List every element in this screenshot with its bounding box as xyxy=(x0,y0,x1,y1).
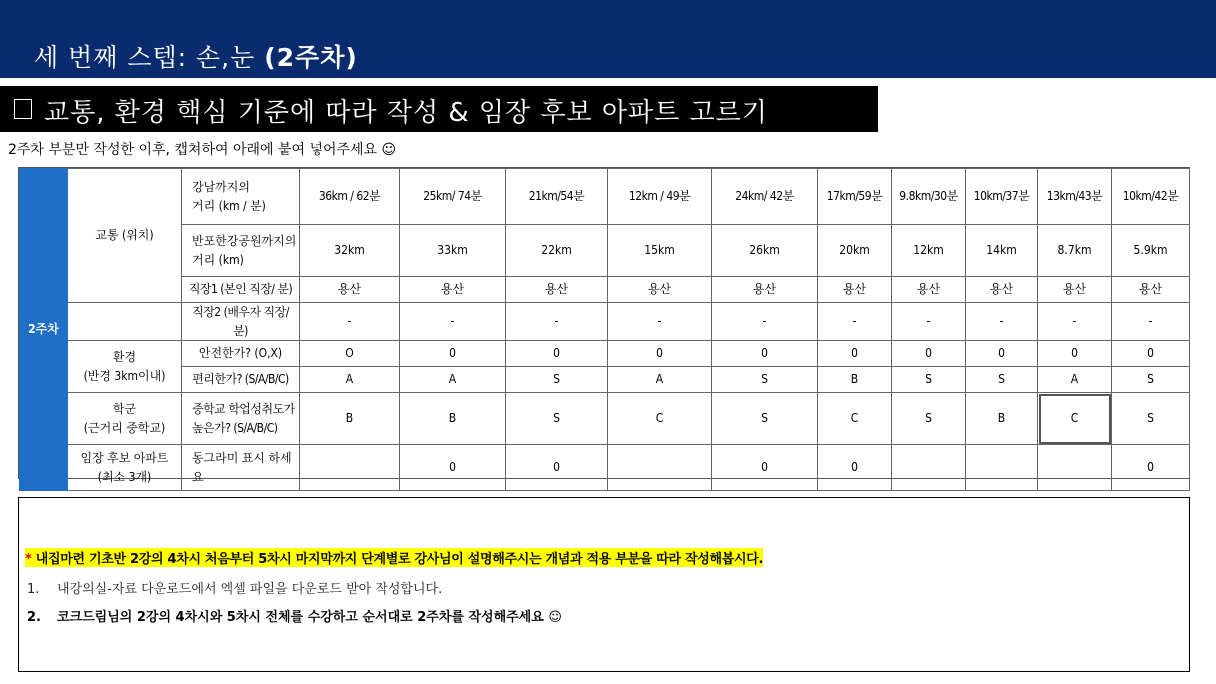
note-item-1 xyxy=(27,578,442,597)
table-row-work1 xyxy=(20,277,1190,303)
category-school-line2: (근거리 중학교) xyxy=(83,420,166,435)
category-environment-line2: (반경 3km이내) xyxy=(83,368,166,383)
note-item-2-text: 코크드림님의 2강의 4차시와 5차시 전체를 수강하고 순서대로 2주차를 작성해주세요 ☺ xyxy=(57,610,562,625)
category-candidate xyxy=(68,445,182,491)
table-cell[interactable]: O xyxy=(300,341,400,367)
table-cell[interactable]: B xyxy=(300,393,400,445)
table-cell[interactable]: 용산 xyxy=(818,277,892,303)
table-cell[interactable]: A xyxy=(608,367,712,393)
table-cell[interactable]: 25km/ 74분 xyxy=(400,169,506,225)
table-cell[interactable]: S xyxy=(1112,393,1190,445)
table-cell[interactable]: 17km/59분 xyxy=(818,169,892,225)
table-cell[interactable]: 용산 xyxy=(400,277,506,303)
table-row-hangang xyxy=(20,225,1190,277)
table-cell[interactable]: 0 xyxy=(506,445,608,491)
table-cell[interactable]: 26km xyxy=(712,225,818,277)
section-title: 교통, 환경 핵심 기준에 따라 작성 & 임장 후보 아파트 고르기 xyxy=(44,98,768,128)
table-cell[interactable]: 0 xyxy=(1112,445,1190,491)
criteria-candidate: 동그라미 표시 하세요 xyxy=(182,445,300,491)
table-row-convenient xyxy=(20,367,1190,393)
table-cell[interactable]: 0 xyxy=(1112,341,1190,367)
page-title xyxy=(34,38,358,74)
table-row-candidate xyxy=(20,445,1190,491)
table-cell[interactable]: S xyxy=(506,393,608,445)
table-cell[interactable]: 용산 xyxy=(300,277,400,303)
table-row-work2 xyxy=(20,303,1190,341)
note-item-2 xyxy=(27,606,562,625)
highlight-text: 내집마련 기초반 2강의 4차시 처음부터 5차시 마지막까지 단계별로 강사님이 설명해주시는 개념과 적용 부분을 따라 작성해봅시다. xyxy=(31,552,764,567)
table-cell[interactable]: 0 xyxy=(712,445,818,491)
table-cell[interactable]: - xyxy=(712,303,818,341)
category-environment xyxy=(68,341,182,393)
criteria-school xyxy=(182,393,300,445)
table-cell[interactable]: 용산 xyxy=(506,277,608,303)
notes-box xyxy=(18,497,1190,672)
table-cell[interactable]: S xyxy=(966,367,1038,393)
table-cell[interactable]: S xyxy=(892,367,966,393)
table-cell[interactable]: - xyxy=(300,303,400,341)
table-cell[interactable]: - xyxy=(1112,303,1190,341)
criteria-safe: 안전한가? (O,X) xyxy=(182,341,300,367)
highlight-note xyxy=(25,548,763,567)
title-prefix: 세 번째 스텝: 손,눈 xyxy=(34,43,265,72)
table-cell[interactable]: 12km xyxy=(892,225,966,277)
table-cell[interactable]: 0 xyxy=(1038,341,1112,367)
table-cell[interactable]: - xyxy=(400,303,506,341)
criteria-table-wrapper xyxy=(18,167,1190,484)
table-cell[interactable]: A xyxy=(1038,367,1112,393)
table-cell[interactable]: - xyxy=(966,303,1038,341)
table-cell[interactable]: 22km xyxy=(506,225,608,277)
criteria-school-line2: 높은가? (S/A/B/C) xyxy=(192,420,278,435)
table-cell[interactable]: 36km / 62분 xyxy=(300,169,400,225)
table-cell[interactable]: 용산 xyxy=(712,277,818,303)
table-cell[interactable]: 9.8km/30분 xyxy=(892,169,966,225)
instruction-text: 2주차 부분만 작성한 이후, 캡쳐하여 아래에 붙여 넣어주세요 ☺ xyxy=(8,142,397,158)
table-cell[interactable]: 32km xyxy=(300,225,400,277)
criteria-table xyxy=(19,168,1190,491)
table-cell[interactable]: C xyxy=(818,393,892,445)
table-cell[interactable]: 용산 xyxy=(966,277,1038,303)
criteria-gangnam-line2: 거리 (km / 분) xyxy=(192,198,266,213)
table-cell[interactable]: 14km xyxy=(966,225,1038,277)
top-banner xyxy=(0,0,1216,78)
table-cell[interactable]: 10km/37분 xyxy=(966,169,1038,225)
table-cell[interactable]: S xyxy=(506,367,608,393)
table-cell[interactable]: 0 xyxy=(892,341,966,367)
highlight-asterisk: * xyxy=(25,552,32,567)
criteria-gangnam xyxy=(182,169,300,225)
table-cell[interactable]: 용산 xyxy=(608,277,712,303)
note-item-1-number: 1. xyxy=(27,582,40,597)
note-item-2-number: 2. xyxy=(27,610,41,625)
table-cell[interactable]: S xyxy=(1112,367,1190,393)
criteria-gangnam-line1: 강남까지의 xyxy=(192,179,250,194)
table-cell[interactable]: 0 xyxy=(400,341,506,367)
table-row-gangnam xyxy=(20,169,1190,225)
table-cell[interactable]: B xyxy=(400,393,506,445)
table-cell[interactable] xyxy=(608,445,712,491)
table-cell[interactable]: 10km/42분 xyxy=(1112,169,1190,225)
table-cell[interactable]: 0 xyxy=(818,341,892,367)
table-cell[interactable]: - xyxy=(1038,303,1112,341)
checkbox-square-icon xyxy=(14,99,32,119)
criteria-school-line1: 중학교 학업성취도가 xyxy=(192,402,295,417)
table-cell[interactable]: 0 xyxy=(966,341,1038,367)
table-cell[interactable]: - xyxy=(818,303,892,341)
week-label: 2주차 xyxy=(20,169,68,491)
criteria-work2: 직장2 (배우자 직장/ 분) xyxy=(182,303,300,341)
table-cell[interactable]: 13km/43분 xyxy=(1038,169,1112,225)
table-cell[interactable]: 용산 xyxy=(892,277,966,303)
category-candidate-line2: (최소 3개) xyxy=(97,469,152,484)
criteria-work1: 직장1 (본인 직장/ 분) xyxy=(182,277,300,303)
table-cell[interactable]: - xyxy=(506,303,608,341)
table-cell[interactable]: 용산 xyxy=(1112,277,1190,303)
table-cell[interactable]: 0 xyxy=(818,445,892,491)
table-cell[interactable]: B xyxy=(818,367,892,393)
note-item-1-text: 내강의실-자료 다운로드에서 엑셀 파일을 다운로드 받아 작성합니다. xyxy=(57,582,443,597)
table-cell[interactable] xyxy=(892,445,966,491)
table-cell[interactable]: 8.7km xyxy=(1038,225,1112,277)
table-cell[interactable]: S xyxy=(712,393,818,445)
criteria-hangang-line2: 거리 (km) xyxy=(192,252,244,267)
table-cell[interactable]: - xyxy=(892,303,966,341)
table-cell[interactable]: - xyxy=(608,303,712,341)
table-cell[interactable] xyxy=(300,445,400,491)
table-cell[interactable]: 21km/54분 xyxy=(506,169,608,225)
category-traffic: 교통 (위치) xyxy=(68,169,182,303)
table-cell[interactable]: 용산 xyxy=(1038,277,1112,303)
category-school-line1: 학군 xyxy=(112,402,137,417)
table-cell[interactable] xyxy=(966,445,1038,491)
table-cell[interactable]: A xyxy=(300,367,400,393)
title-week: (2주차) xyxy=(264,43,358,72)
table-cell[interactable]: C xyxy=(608,393,712,445)
table-cell[interactable]: S xyxy=(892,393,966,445)
table-cell[interactable]: 12km / 49분 xyxy=(608,169,712,225)
criteria-hangang-line1: 반포한강공원까지의 xyxy=(192,233,297,248)
category-blank xyxy=(68,303,182,341)
table-row-school xyxy=(20,393,1190,445)
table-cell[interactable]: 15km xyxy=(608,225,712,277)
table-cell[interactable]: 0 xyxy=(712,341,818,367)
category-candidate-line1: 임장 후보 아파트 xyxy=(80,451,169,466)
criteria-convenient: 편리한가? (S/A/B/C) xyxy=(182,367,300,393)
category-school xyxy=(68,393,182,445)
table-cell[interactable] xyxy=(1038,445,1112,491)
table-cell[interactable]: S xyxy=(712,367,818,393)
table-cell[interactable]: A xyxy=(400,367,506,393)
table-cell[interactable]: 0 xyxy=(608,341,712,367)
table-cell[interactable]: 0 xyxy=(400,445,506,491)
category-environment-line1: 환경 xyxy=(112,350,137,365)
table-cell[interactable]: 24km/ 42분 xyxy=(712,169,818,225)
table-cell-selected[interactable]: C xyxy=(1038,393,1112,445)
table-cell[interactable]: 33km xyxy=(400,225,506,277)
section-banner xyxy=(0,86,878,132)
table-row-safe xyxy=(20,341,1190,367)
table-cell[interactable]: 5.9km xyxy=(1112,225,1190,277)
table-cell[interactable]: B xyxy=(966,393,1038,445)
table-cell[interactable]: 20km xyxy=(818,225,892,277)
criteria-hangang xyxy=(182,225,300,277)
table-cell[interactable]: 0 xyxy=(506,341,608,367)
